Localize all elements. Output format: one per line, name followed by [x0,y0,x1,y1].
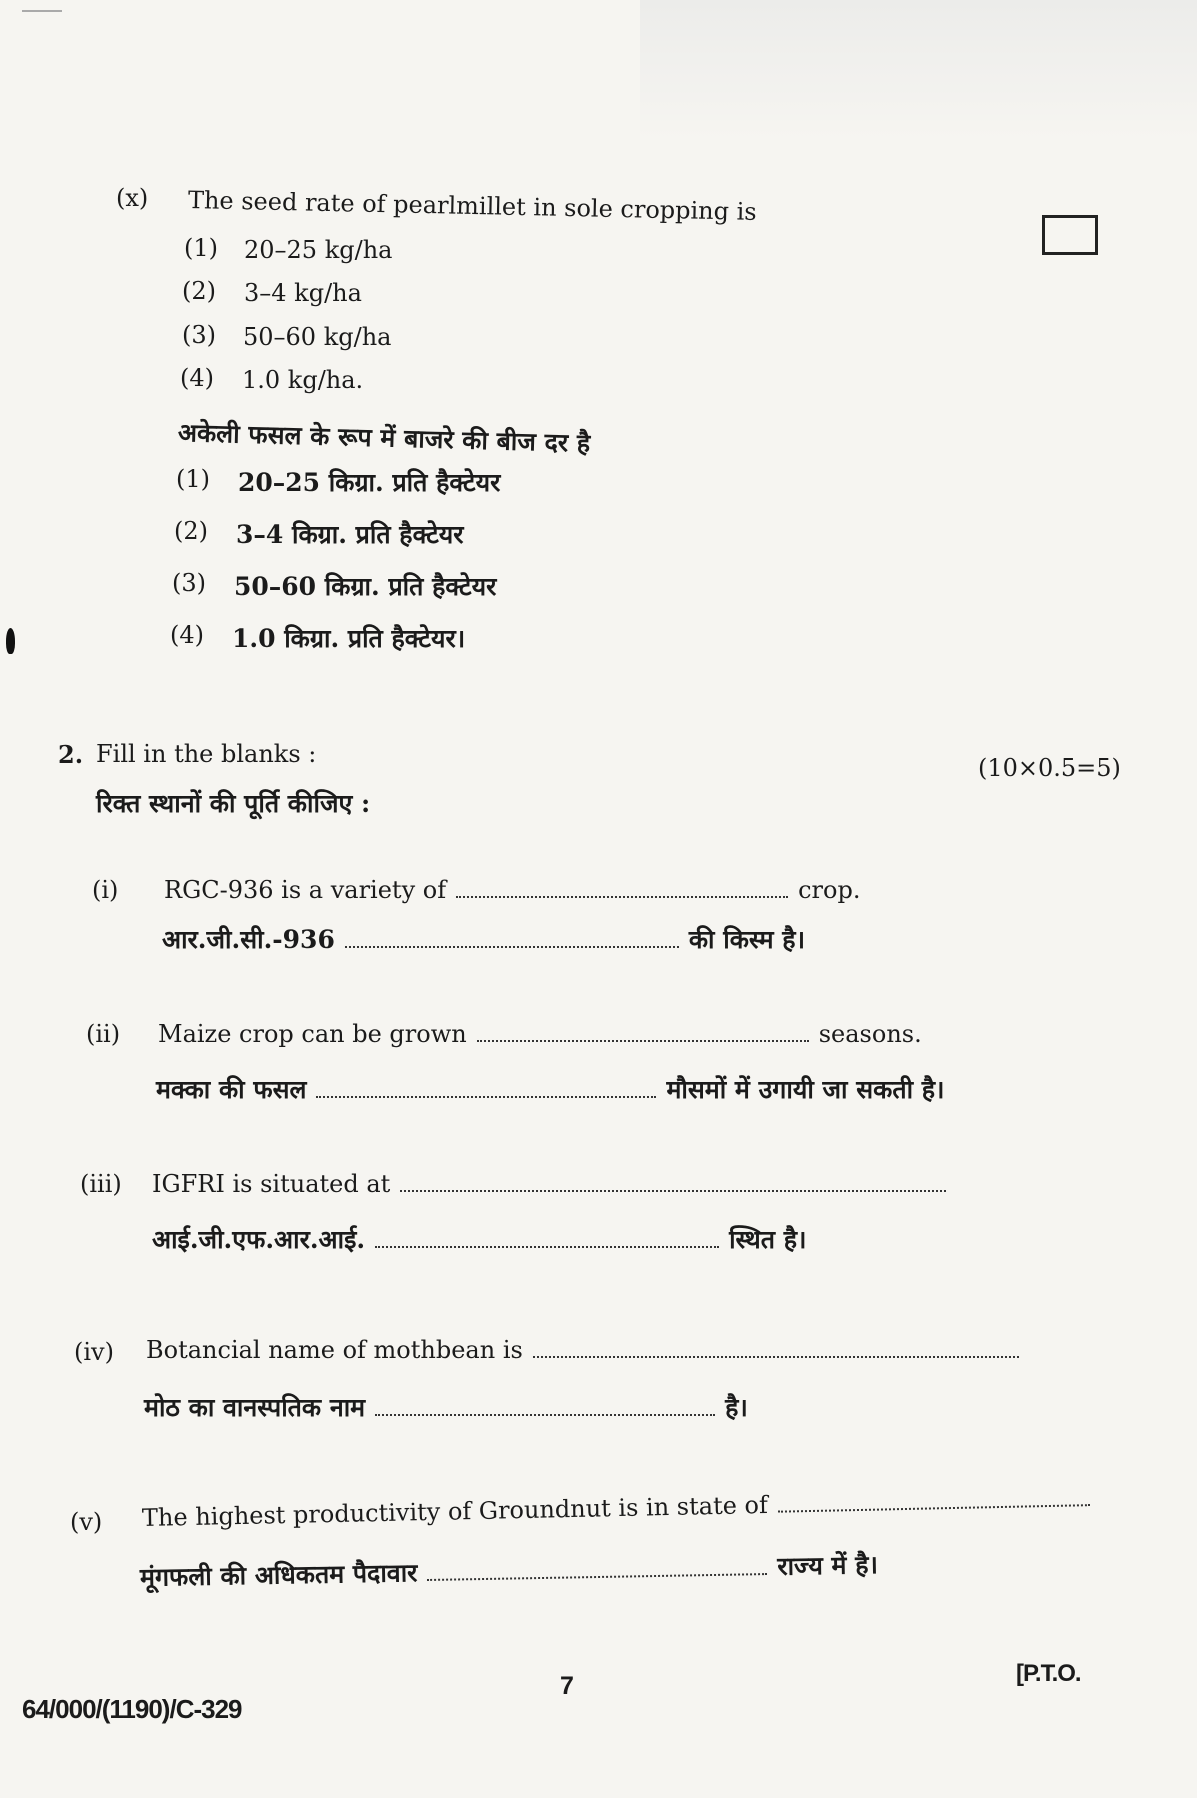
pto-label: [P.T.O. [1016,1660,1081,1687]
question-text: The seed rate of pearlmillet in sole cropping is [187,186,757,226]
item-text-hindi: है। [725,1393,748,1422]
blank-field[interactable] [400,1189,946,1192]
blank-field[interactable] [375,1413,715,1416]
option-text-hindi: 3–4 किग्रा. प्रति हैक्टेयर [236,520,464,549]
blank-field[interactable] [533,1355,1019,1358]
blank-field[interactable] [345,945,679,948]
item-number: (i) [92,876,119,904]
item-number: (iv) [74,1338,114,1366]
marks-label: (10×0.5=5) [978,754,1121,782]
item-text: RGC-936 is a variety of [164,876,447,904]
blank-field[interactable] [316,1095,656,1098]
item-text: Maize crop can be grown [158,1020,467,1048]
item-text: seasons. [818,1020,922,1048]
option-text: 3–4 kg/ha [244,279,362,307]
page-number: 7 [560,1672,574,1700]
item-text: crop. [798,876,861,904]
blank-line-hindi [152,1222,806,1256]
paper-code: 64/000/(1190)/C-329 [22,1694,242,1724]
option-number: (3) [172,569,206,597]
option-number: (3) [182,321,216,349]
option-text-hindi: 20–25 किग्रा. प्रति हैक्टेयर [238,468,501,497]
item-text-hindi: आर.जी.सी.-936 [162,925,335,954]
item-text: The highest productivity of Groundnut is in state of [141,1490,769,1532]
option-text-hindi: 50–60 किग्रा. प्रति हैक्टेयर [234,572,497,601]
option-number: (2) [182,277,216,305]
question-text-hindi: अकेली फसल के रूप में बाजरे की बीज दर है [177,418,591,458]
answer-box[interactable] [1042,215,1098,255]
blank-field[interactable] [427,1572,767,1581]
item-text: IGFRI is situated at [152,1170,391,1198]
blank-field[interactable] [778,1503,1090,1513]
option-number: (4) [180,364,214,392]
blank-line [164,876,860,904]
option-number: (1) [184,234,218,262]
item-text-hindi: राज्य में है। [777,1550,879,1581]
item-text-hindi: मक्का की फसल [156,1075,307,1104]
item-text-hindi: की किस्म है। [688,925,806,954]
option-text-hindi: 1.0 किग्रा. प्रति हैक्टेयर। [232,624,466,653]
item-text: Botancial name of mothbean is [146,1336,523,1364]
section-title: Fill in the blanks : [96,740,317,768]
item-number: (ii) [86,1020,121,1048]
item-number: (iii) [80,1170,122,1198]
section-title-hindi: रिक्त स्थानों की पूर्ति कीजिए : [96,789,371,818]
blank-field[interactable] [375,1245,719,1248]
option-text: 20–25 kg/ha [244,236,393,264]
blank-line [142,1484,1100,1532]
item-text-hindi: मोठ का वानस्पतिक नाम [144,1393,366,1422]
item-text-hindi: स्थित है। [729,1225,807,1254]
blank-line-hindi [162,922,805,956]
option-number: (4) [170,621,204,649]
blank-line-hindi [156,1072,945,1106]
blank-line [158,1020,922,1048]
blank-line-hindi [144,1390,748,1424]
blank-field[interactable] [456,895,788,898]
option-text: 1.0 kg/ha. [242,366,364,394]
option-number: (2) [174,517,208,545]
question-label: (x) [116,184,149,212]
page-shadow [640,0,1197,140]
question-number: 2. [58,740,84,769]
blank-line [152,1170,956,1198]
option-number: (1) [176,465,210,493]
item-number: (v) [70,1508,103,1536]
option-text: 50–60 kg/ha [243,323,392,351]
blank-line-hindi [140,1547,879,1594]
item-text-hindi: मूंगफली की अधिकतम पैदावार [139,1558,418,1592]
scan-mark [22,10,62,12]
item-text-hindi: आई.जी.एफ.आर.आई. [152,1225,366,1254]
blank-line [146,1336,1029,1364]
scan-mark [6,628,15,654]
item-text-hindi: मौसमों में उगायी जा सकती है। [666,1075,945,1104]
blank-field[interactable] [477,1039,809,1042]
